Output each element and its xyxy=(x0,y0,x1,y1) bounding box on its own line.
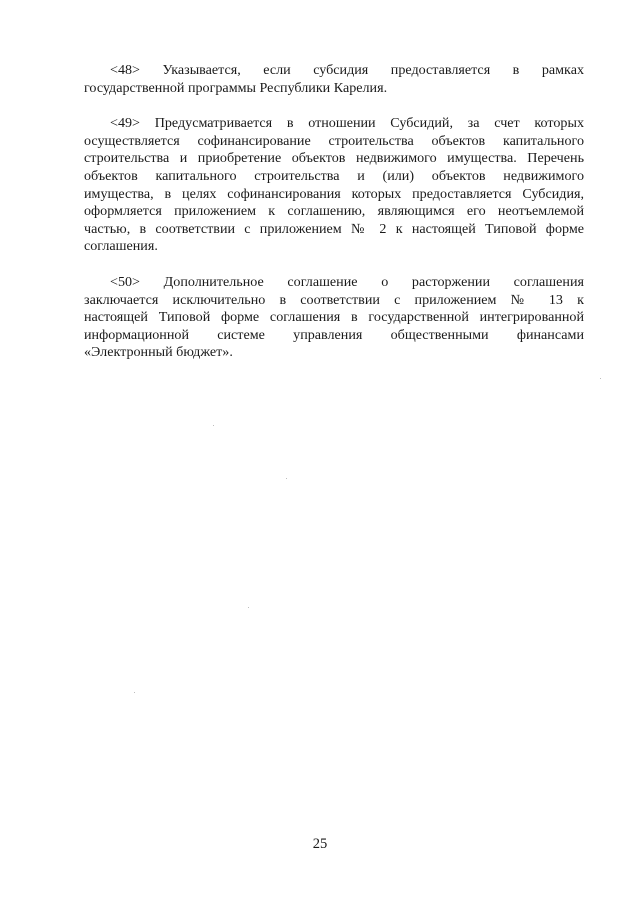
scan-speck xyxy=(286,478,287,479)
document-body xyxy=(84,62,584,380)
scan-speck xyxy=(134,692,135,693)
page-number: 25 xyxy=(312,836,328,852)
footnote-49-line-1: <49> Предусматривается в отношении Субсидий, за счет которых xyxy=(110,115,584,132)
footnote-49-line-2: осуществляется софинансирование строительства объектов капитального xyxy=(84,132,584,149)
footnote-50-line-2: заключается исключительно в соответствии с приложением № 13 к xyxy=(84,291,584,308)
scan-speck xyxy=(248,607,249,608)
scan-speck xyxy=(213,425,214,426)
footnote-49-line-3: строительства и приобретение объектов недвижимого имущества. Перечень xyxy=(84,150,584,167)
footnote-48 xyxy=(84,62,584,97)
footnote-50-line-5: «Электронный бюджет». xyxy=(84,344,233,361)
footnote-49-line-5: имущества, в целях софинансирования которых предоставляется Субсидия, xyxy=(84,185,584,202)
footnote-50-line-1: <50> Дополнительное соглашение о расторжении соглашения xyxy=(110,273,584,290)
footnote-49-line-6: оформляется приложением к соглашению, являющимся его неотъемлемой xyxy=(84,203,584,220)
footnote-50 xyxy=(84,274,584,362)
footnote-49-line-7: частью, в соответствии с приложением № 2 к настоящей Типовой форме xyxy=(84,220,584,237)
footnote-48-line-2: государственной программы Республики Карелия. xyxy=(84,79,388,96)
footnote-50-line-3: настоящей Типовой форме соглашения в государственной интегрированной xyxy=(84,309,584,326)
footnote-49-line-8: соглашения. xyxy=(84,238,158,255)
footnote-50-line-4: информационной системе управления общественными финансами xyxy=(84,326,584,343)
scan-speck xyxy=(600,378,601,379)
footnote-48-line-1: <48> Указывается, если субсидия предоставляется в рамках xyxy=(110,62,584,78)
footnote-49 xyxy=(84,115,584,256)
footnote-49-line-4: объектов капитального строительства и (или) объектов недвижимого xyxy=(84,167,584,184)
